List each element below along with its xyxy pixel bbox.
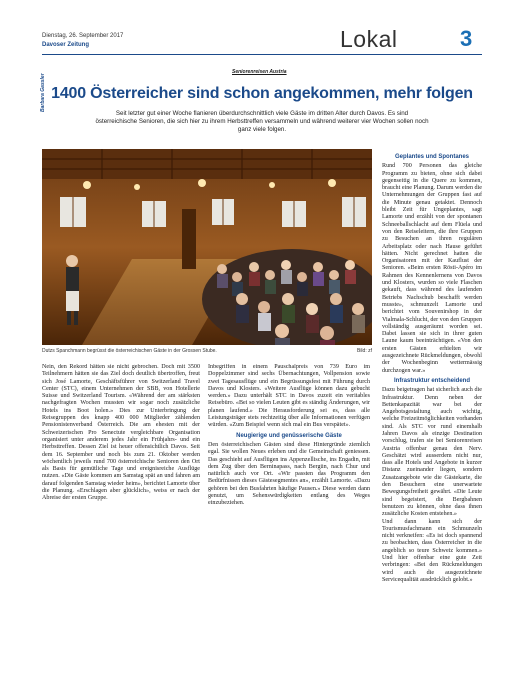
photo-caption: [42, 348, 372, 354]
paragraph: Rund 700 Personen das gleiche Programm zu bieten, ohne sich dabei gegenseitig in die Quere zu kommen, braucht eine Planung. Darum werden die Unternehmungen der Gruppen fast auf die Minute genau getaktet. Dennoch bleibt Zeit für Ungeplantes, sagt Lamorte und erzählt von der spontanen Schneeballschlacht auf dem Flüela und von den Reiseleitern, die ihre Gruppen zu Besuchen an ihren regulären Arbeitsplatz oder nach Hause geführt hätten. Nicht gerechnet hatten die Organisatoren mit der Kauflust der Senioren. «Beim ersten Rösti-Apéro im Rahmen des Kennenlernens von Davos und Klosters, wurden so viele Flaschen gekauft, dass während des laufenden Betriebs Nachschub beschafft werden musste», schmunzelt Lamorte und berichtet vom Souvenirshop in der Vialmala-Schlucht, der von den Gruppen vollständig ausgeräumt worden sei. Dabei lassen sie sich in ihrer guten Laune kaum beeinträchtigen. «Von den ersten Gästen erhielten wir ausgezeichnete Rückmeldungen, obwohl der Wochenbeginn wettermässig durchzogen war.»: [382, 163, 482, 374]
caption-text: Dutzs Spanchmann begrüsst die österreichischen Gäste in der Grossen Stube.: [42, 348, 217, 354]
photo-credit: Bild: zf: [356, 348, 372, 354]
author-byline: Barbara Gassler: [40, 73, 46, 112]
paragraph: Inbegriffen in einem Pauschalpreis von 739 Euro im Doppelzimmer sind sechs Übernachtungen, Vollpension sowie zwei Tagesausflüge und ein Begrüssungsfest mit Führung durch Davos und Klosters. «Weitere Ausflüge können dazu gebucht werden.» Dazu unterhält STC in Davos zuzeit ein veritables Reisebüro. «Bei so vielen Leuten gibt es ständig Änderungen, wir planen laufend.» Die Herausforderung sei es, dass alle Leistungsträger stets rechtzeitig über alle Informationen verfügen würden. «Zum Beispiel wenn sich mal ein Bus verspätet».: [208, 364, 370, 429]
issue-date: Dienstag, 26. September 2017: [42, 33, 124, 39]
header-divider: [42, 54, 482, 55]
page-number: 3: [460, 26, 473, 51]
article-kicker: Seniorenreisen Austria: [232, 69, 287, 75]
subheading: Neugierige und genüsserische Gäste: [236, 432, 342, 439]
article-lead: Seit letzter gut einer Woche flanieren überdurchschnittlich viele Gäste im dritten Alter durch Davos. Es sind österreichische Senioren, die sich hier zu ihrem Herbsttreffen versammeln und während weiterer vier Wochen sollen noch ganz viele folgen.: [95, 110, 429, 133]
text-column-2: [208, 364, 370, 664]
paragraph: Den österreichischen Gästen sind diese Hintergründe ziemlich egal. Sie wollen Neues erleben und die Gemeinschaft geniessen. Das geschieht auf Ausflügen ins Appenzellische, ins Engadin, mit dem Zug über den Berninapass, nach Bergün, nach Chur und natürlich auch vor Ort. «Wir passten das Programm den Bedürfnissen dieses Gästesegmentes an», erzählt Lamorte. «Dazu gehören bei den Busfahrten häufige Pausen.» Diese werden dann genutzt, um Sehenswürdigkeiten entlang des Weges einzubeziehen.: [208, 441, 370, 507]
paragraph: Nein, den Rekord hätten sie nicht gebrochen. Doch mit 3500 Teilnehmern hätten sie das Ziel doch deutlich übertroffen, freut sich José Lamorte, Geschäftsführer von Switzerland Travel Center (STC), einem Unternehmen der SBB, von Hotellerie Suisse und Switzerland Tourism. «Während der am stärksten nachgefragten Wochen mussten wir sogar noch zusätzliche Hotels ins Boot holen.» Dies zur Unterbringung der Reisegruppen des knapp 400 000 Mitglieder zählenden Pensionistenverband Österreich. Die am ehesten mit der Schweizerischen Pro Senectute vergleichbare Organisation organisiert unter anderem jedes Jahr ein Frühjahrs- und ein Herbsttreffen. Dessen Ziel ist heuer offensichtlich Davos. Seit dem 16. September und noch bis zum 21. Oktober werden wöchentlich jeweils rund 700 österreichische Senioren den Ort als Basis für gemütliche Tage und ereignisreiche Ausflüge nutzen. «Die Gäste kommen am Samstag spät an und fahren am darauf folgenden Samstag wieder heim», berichtet Lamorte über die Planung. «Erschlagen aber glücklich», weiss er nach der Abreise der ersten Gruppe.: [42, 364, 200, 502]
article-photo: [42, 149, 372, 345]
subheading: Infrastruktur entscheidend: [393, 377, 470, 384]
article-headline: 1400 Österreicher sind schon angekommen, mehr folgen: [51, 85, 473, 102]
text-column-3: [382, 151, 482, 664]
paragraph: Dazu beigetragen hat sicherlich auch die Infrastruktur. Denn neben der Bettenkapazität war bei der Angebotsgestaltung auch wichtig, welche Freizeitmöglichkeiten vorhanden sind. Als STC vor rund einemhalb Jahren Davos als einzige Destination vorschlug, trafen sie bei Seniorenreisen Austria offenbar genau den Nerv. Geschätzt wird ausserdem nicht nur, dass alle Hotels und Angebote in kurzer Distanz zueinander liegen, sondern Zusatzangebote wie die Gästekarte, die den Besuchern eine unerwartete Bewegungsfreiheit gewährt. «Die Leute sind begeistert, die Bergbahnen benutzen zu können, ohne dass ihnen zusätzliche Kosten entstehen.»: [382, 387, 482, 518]
section-title: Lokal: [340, 26, 398, 52]
newspaper-name: Davoser Zeitung: [42, 42, 90, 48]
text-column-1: [42, 364, 200, 664]
paragraph: Und dann kann sich der Tourismusfachmann ein Schmunzeln nicht verkneifen: «Es ist doch spannend zu beobachten, dass Österreicher in die angeblich so teure Schweiz kommen.» Und hier offenbar eine gute Zeit verbringen: «Bei den Rückmeldungen wird auch die ausgezeichnete Servicequalität ausdrücklich gelobt.»: [382, 518, 482, 583]
subheading: Geplantes und Spontanes: [394, 154, 469, 160]
